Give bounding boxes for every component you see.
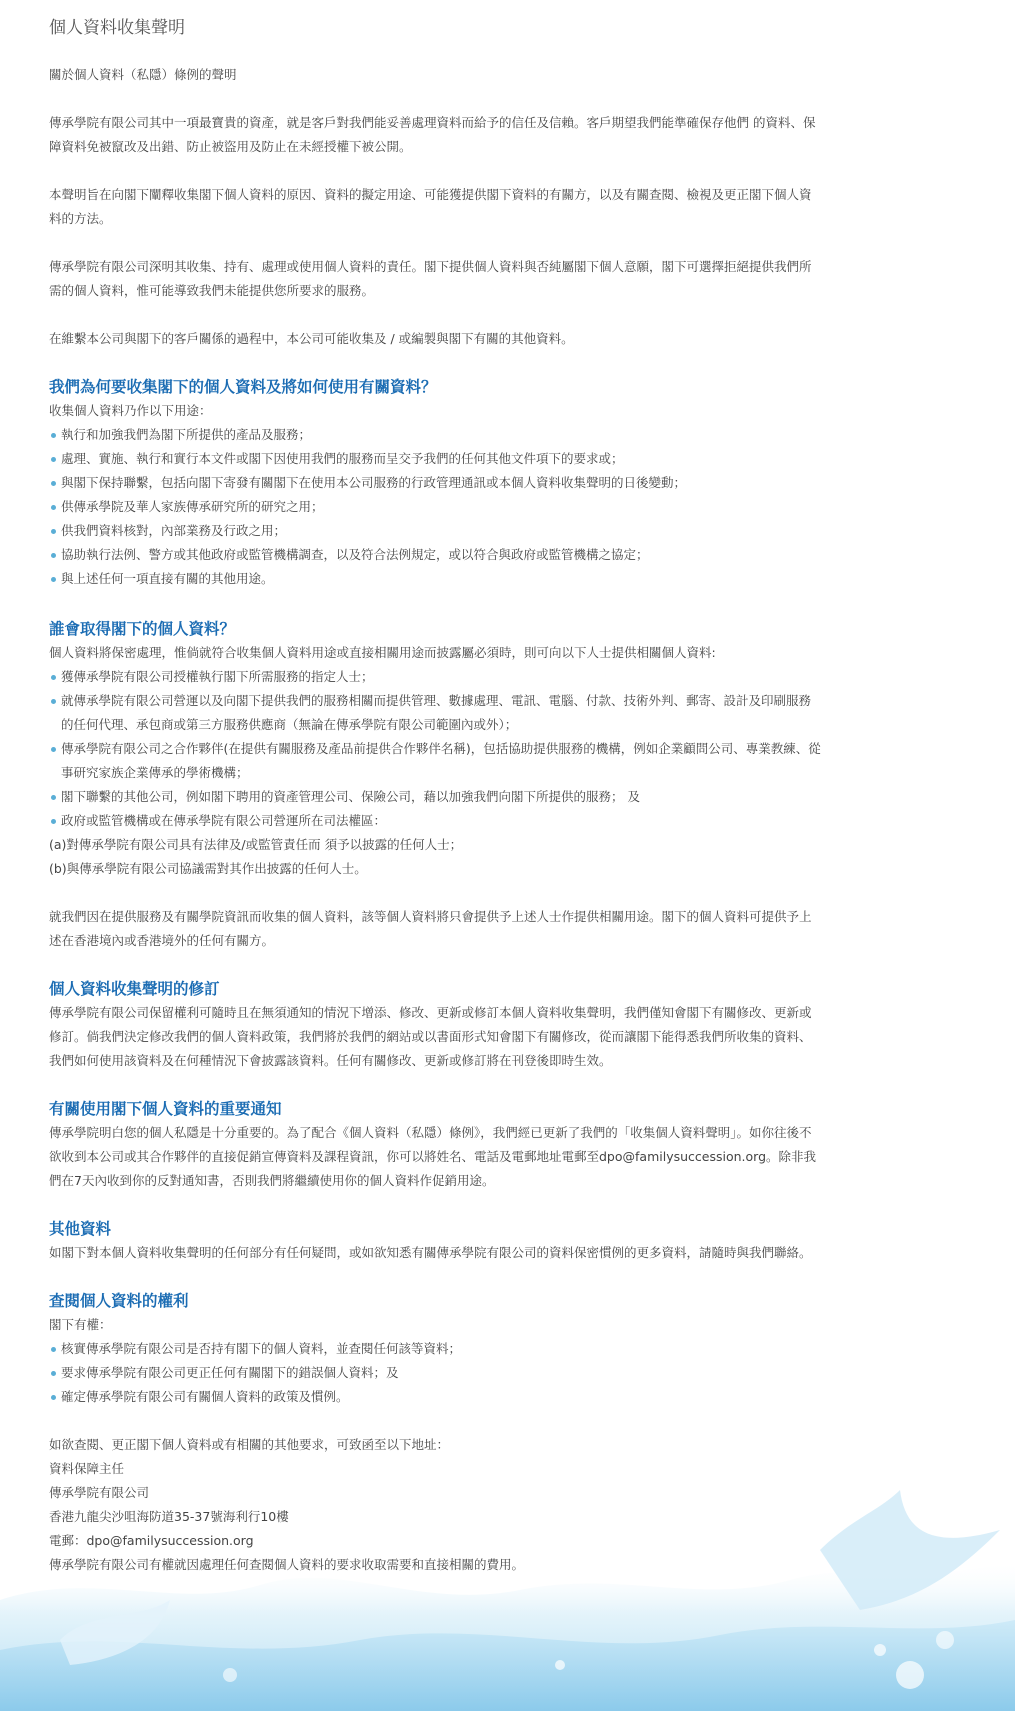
list-item: 就傳承學院有限公司營運以及向閣下提供我們的服務相關而提供管理、數據處理、電訊、電腦、付款、技術外判、郵寄、設計及印刷服務的任何代理、承包商或第三方服務供應商（無論在傳承學院有限公司範圍內或外）； xyxy=(49,689,821,737)
bullet-icon xyxy=(51,553,56,558)
purpose-list xyxy=(49,423,821,591)
section-heading-amendments: 個人資料收集聲明的修訂 xyxy=(49,980,220,998)
list-item: 傳承學院有限公司之合作夥伴(在提供有關服務及產品前提供合作夥伴名稱)，包括協助提供服務的機構，例如企業顧問公司、專業教練、從事研究家族企業傳承的學術機構； xyxy=(49,737,821,785)
bullet-icon xyxy=(51,675,56,680)
list-item: 要求傳承學院有限公司更正任何有關閣下的錯誤個人資料；及 xyxy=(49,1361,821,1385)
recipients-list xyxy=(49,665,821,833)
bullet-icon xyxy=(51,457,56,462)
list-item: 政府或監管機構或在傳承學院有限公司營運所在司法權區： xyxy=(49,809,821,833)
sub-item: (b)與傳承學院有限公司協議需對其作出披露的任何人士。 xyxy=(49,861,367,876)
other-body: 如閣下對本個人資料收集聲明的任何部分有任何疑問，或如欲知悉有關傳承學院有限公司的資料保密慣例的更多資料，請隨時與我們聯絡。 xyxy=(49,1245,812,1260)
sub-item: (a)對傳承學院有限公司具有法律及/或監管責任而 須予以披露的任何人士； xyxy=(49,837,463,852)
recipients-closing: 就我們因在提供服務及有關學院資訊而收集的個人資料，該等個人資料將只會提供予上述人士作提供相關用途。閣下的個人資料可提供予上述在香港境內或香港境外的任何有關方。 xyxy=(49,909,812,948)
subtitle: 關於個人資料（私隱）條例的聲明 xyxy=(49,67,237,82)
section-heading-notice: 有關使用閣下個人資料的重要通知 xyxy=(49,1100,282,1118)
bullet-icon xyxy=(51,505,56,510)
intro-paragraph: 傳承學院有限公司深明其收集、持有、處理或使用個人資料的責任。閣下提供個人資料與否純屬閣下個人意願，閣下可選擇拒絕提供我們所需的個人資料，惟可能導致我們未能提供您所要求的服務。 xyxy=(49,259,812,298)
section-lead: 閣下有權： xyxy=(49,1317,112,1332)
rights-list xyxy=(49,1337,821,1409)
section-heading-purpose: 我們為何要收集閣下的個人資料及將如何使用有關資料？ xyxy=(49,378,437,396)
list-item: 執行和加強我們為閣下所提供的產品及服務； xyxy=(49,423,821,447)
bullet-icon xyxy=(51,795,56,800)
list-item: 閣下聯繫的其他公司，例如閣下聘用的資產管理公司、保險公司，藉以加強我們向閣下所提供的服務； 及 xyxy=(49,785,821,809)
list-item: 處理、實施、執行和實行本文件或閣下因使用我們的服務而呈交予我們的任何其他文件項下的要求或； xyxy=(49,447,821,471)
contact-address: 香港九龍尖沙咀海防道35-37號海利行10樓 xyxy=(49,1509,289,1524)
intro-paragraph: 本聲明旨在向閣下闡釋收集閣下個人資料的原因、資料的擬定用途、可能獲提供閣下資料的有關方，以及有關查閱、檢視及更正閣下個人資料的方法。 xyxy=(49,187,812,226)
privacy-statement xyxy=(49,16,821,1577)
intro-paragraph: 傳承學院有限公司其中一項最寶貴的資產，就是客戶對我們能妥善處理資料而給予的信任及信賴。客戶期望我們能準確保存他們 的資料、保障資料免被竄改及出錯、防止被盜用及防止在未經授權下被公開。 xyxy=(49,115,816,154)
bullet-icon xyxy=(51,529,56,534)
contact-email[interactable]: 電郵：dpo@familysuccession.org xyxy=(49,1533,254,1548)
section-heading-recipients: 誰會取得閣下的個人資料？ xyxy=(49,620,236,638)
list-item: 供我們資料核對，內部業務及行政之用； xyxy=(49,519,821,543)
contact-block xyxy=(49,1433,821,1577)
list-item: 協助執行法例、警方或其他政府或監管機構調查，以及符合法例規定，或以符合與政府或監管機構之協定； xyxy=(49,543,821,567)
bullet-icon xyxy=(51,481,56,486)
bullet-icon xyxy=(51,747,56,752)
contact-company: 傳承學院有限公司 xyxy=(49,1485,150,1500)
list-item: 確定傳承學院有限公司有關個人資料的政策及慣例。 xyxy=(49,1385,821,1409)
contact-position: 資料保障主任 xyxy=(49,1461,125,1476)
bullet-icon xyxy=(51,577,56,582)
bullet-icon xyxy=(51,433,56,438)
intro-paragraph: 在維繫本公司與閣下的客戶關係的過程中，本公司可能收集及 / 或編製與閣下有關的其他資料。 xyxy=(49,331,574,346)
list-item: 獲傳承學院有限公司授權執行閣下所需服務的指定人士； xyxy=(49,665,821,689)
section-lead: 收集個人資料乃作以下用途： xyxy=(49,403,212,418)
bullet-icon xyxy=(51,1347,56,1352)
amendments-body: 傳承學院有限公司保留權利可隨時且在無須通知的情況下增添、修改、更新或修訂本個人資料收集聲明，我們僅知會閣下有關修改、更新或修訂。倘我們決定修改我們的個人資料政策，我們將於我們的網站或以書面形式知會閣下有關修改，從而讓閣下能得悉我們所收集的資料、我們如何使用該資料及在何種情況下會披露該資料。任何有關修改、更新或修訂將在刊登後即時生效。 xyxy=(49,1005,812,1068)
fee-note: 傳承學院有限公司有權就因處理任何查閱個人資料的要求收取需要和直接相關的費用。 xyxy=(49,1557,525,1572)
section-heading-other: 其他資料 xyxy=(49,1220,112,1238)
section-heading-access-rights: 查閱個人資料的權利 xyxy=(49,1292,189,1310)
notice-body: 傳承學院明白您的個人私隱是十分重要的。為了配合《個人資料（私隱）條例》，我們經已更新了我們的「收集個人資料聲明」。如你往後不欲收到本公司或其合作夥伴的直接促銷宣傳資料及課程資訊，你可以將姓名、電話及電郵地址電郵至dpo@familysuccession.org。除非我們在7天內收到你的反對通知書，否則我們將繼續使用你的個人資料作促銷用途。 xyxy=(49,1125,817,1188)
list-item: 核實傳承學院有限公司是否持有閣下的個人資料，並查閱任何該等資料； xyxy=(49,1337,821,1361)
list-item: 與閣下保持聯繫，包括向閣下寄發有關閣下在使用本公司服務的行政管理通訊或本個人資料收集聲明的日後變動； xyxy=(49,471,821,495)
bullet-icon xyxy=(51,1395,56,1400)
section-lead: 個人資料將保密處理，惟倘就符合收集個人資料用途或直接相關用途而披露屬必須時，則可向以下人士提供相關個人資料: xyxy=(49,645,716,660)
page-title: 個人資料收集聲明 xyxy=(49,18,185,38)
bullet-icon xyxy=(51,699,56,704)
bullet-icon xyxy=(51,1371,56,1376)
list-item: 供傳承學院及華人家族傳承研究所的研究之用； xyxy=(49,495,821,519)
bullet-icon xyxy=(51,819,56,824)
list-item: 與上述任何一項直接有關的其他用途。 xyxy=(49,567,821,591)
contact-lead: 如欲查閱、更正閣下個人資料或有相關的其他要求，可致函至以下地址： xyxy=(49,1437,450,1452)
